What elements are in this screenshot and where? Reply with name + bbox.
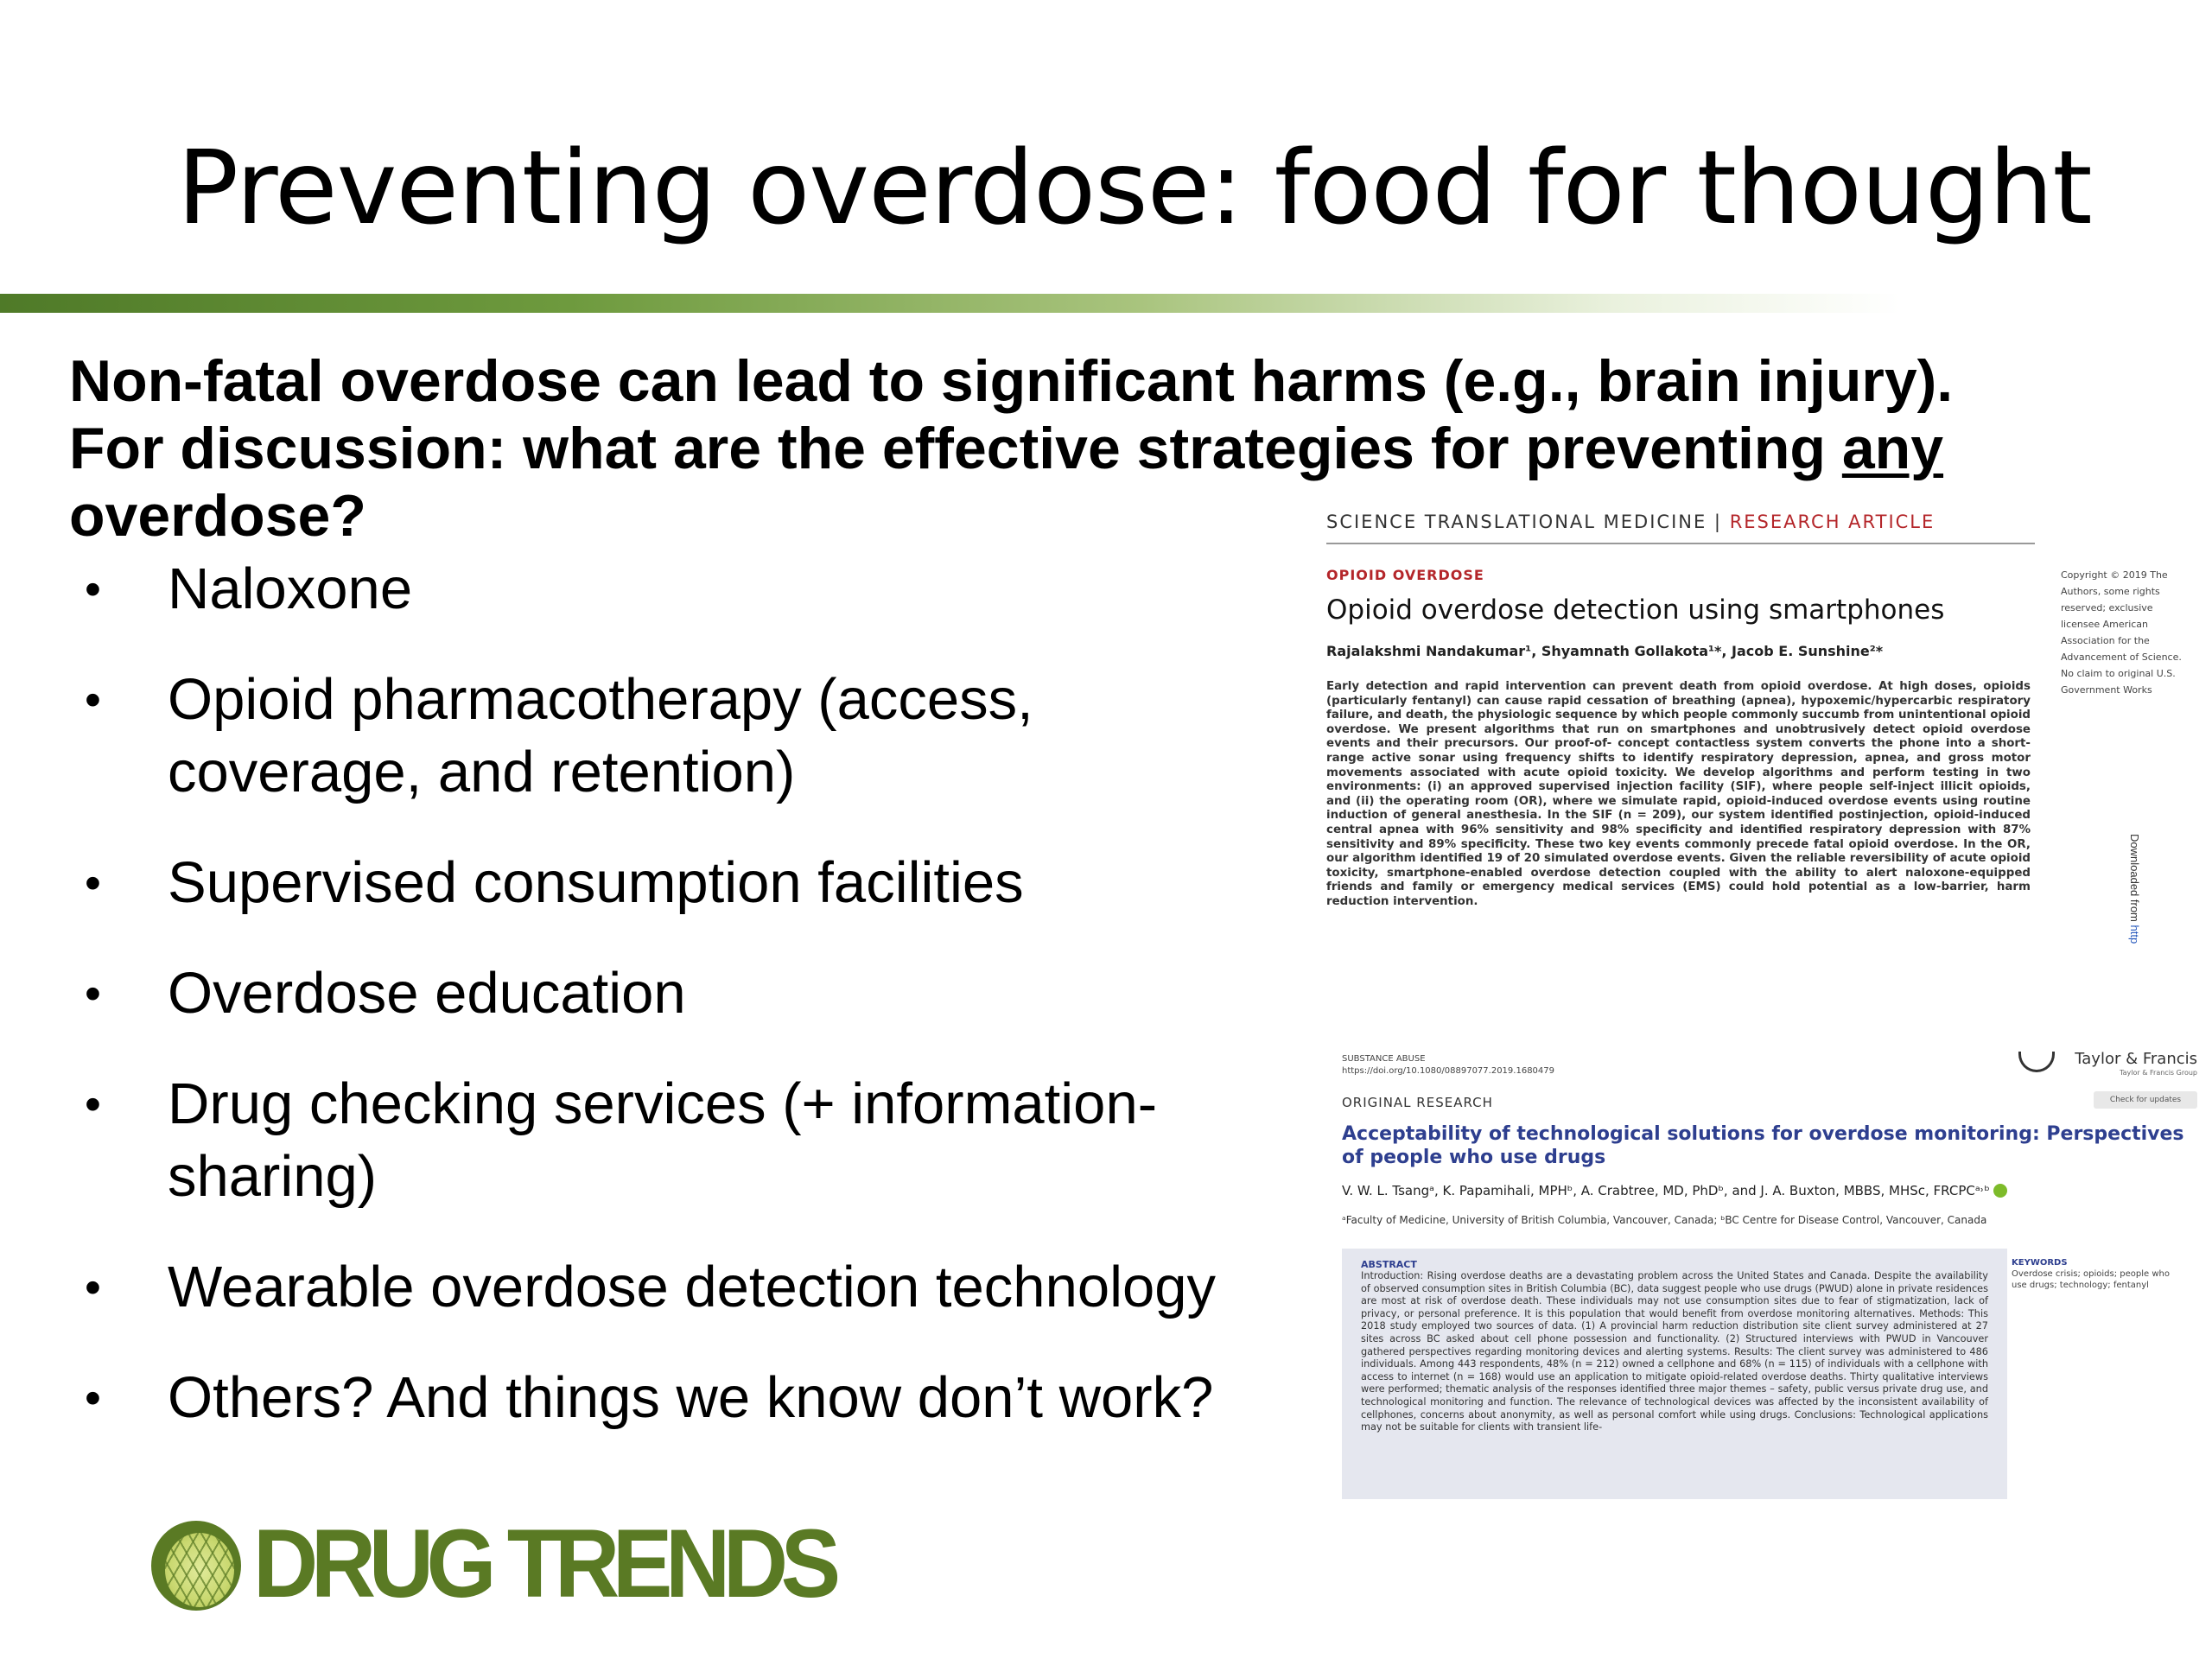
article-section: RESEARCH ARTICLE [1729,512,1936,532]
article-affiliation: ᵃFaculty of Medicine, University of British Columbia, Vancouver, Canada; ᵇBC Centre for Disease Control, Vancouver, Canada [1342,1214,1987,1226]
journal-name: SCIENCE TRANSLATIONAL MEDICINE [1326,512,1707,532]
article-authors [1342,1183,2011,1198]
list-item-text: Others? And things we know don’t work? [168,1365,1214,1430]
bullet-icon: • [85,674,101,726]
list-item [78,1362,1305,1434]
keywords [2012,1257,2176,1291]
publisher-subtitle: Taylor & Francis Group [2120,1069,2197,1077]
bullet-icon: • [85,1078,101,1130]
list-item-text: Wearable overdose detection technology [168,1255,1217,1319]
journal-name: SUBSTANCE ABUSE [1342,1054,1426,1064]
list-item-text-cont: coverage, and retention) [168,740,796,804]
list-item-text: Supervised consumption facilities [168,850,1024,915]
intro-line-3: overdose? [69,483,366,549]
publisher-name: Taylor & Francis [2075,1050,2197,1068]
list-item-text: Naloxone [168,556,413,621]
download-note-link: http [2128,925,2141,944]
orcid-icon [1993,1184,2007,1198]
article-title: Acceptability of technological solutions for overdose monitoring: Perspectives of people who use drugs [1342,1123,2184,1168]
keywords-text: Overdose crisis; opioids; people who use drugs; technology; fentanyl [2012,1269,2170,1290]
bullet-icon: • [85,1262,101,1313]
article-kicker: OPIOID OVERDOSE [1326,567,1484,583]
authors-text: V. W. L. Tsangᵃ, K. Papamihali, MPHᵇ, A. Crabtree, MD, PhDᵇ, and J. A. Buxton, MBBS, MHSc, FRCPCᵃ˒ᵇ [1342,1183,1990,1198]
check-updates-badge: Check for updates [2094,1091,2197,1109]
journal-separator: | [1707,512,1730,532]
drug-trends-logo [151,1510,860,1618]
list-item-text: Overdose education [168,961,686,1026]
bullet-icon: • [85,563,101,615]
logo-wordmark: DRUG TRENDS [253,1510,834,1618]
intro-emphasis-any: any [1841,416,1944,481]
list-item-text-cont: sharing) [168,1144,378,1209]
list-item [78,1251,1305,1324]
bullet-icon: • [85,857,101,909]
article-doi: https://doi.org/10.1080/08897077.2019.1680479 [1342,1066,1555,1076]
keywords-heading: KEYWORDS [2012,1258,2068,1268]
abstract-box [1342,1249,2007,1499]
intro-line-2 [69,415,2143,482]
copyright-note: Copyright © 2019 The Authors, some rights reserved; exclusive licensee American Association for the Advancement of Science. No claim to original U.S. Government Works [2061,569,2182,696]
download-note [2122,834,2141,989]
journal-header [1326,512,2035,532]
list-item [78,1068,1305,1213]
abstract-text: Introduction: Rising overdose deaths are a devastating problem across the United States and Canada. Despite the availability of observed consumption sites in British Columbia (BC), data suggest people who use drugs (PWUD) alone in private residences are most at risk of overdose death. These individuals may not use consumption sites due to fear of stigmatization, lack of privacy, or personal preference. It is this population that would benefit from overdose monitoring alternatives. Methods: This 2018 study employed two sources of data. (1) A provincial harm reduction distribution site client survey administered at 27 sites across BC asked about cell phone possession and functionality. (2) Structured interviews with PWUD in Vancouver gathered perspectives regarding monitoring devices and alerting systems. Results: The client survey was administered to 486 individuals. Among 443 respondents, 48% (n = 212) owned a cellphone and 68% (n = 115) of individuals with a cellphone with access to internet (n = 168) would use an application to mitigate opioid-related overdose deaths. Thirty qualitative interviews were performed; thematic analysis of the responses identified three major themes – safety, public versus private drug use, and technological monitoring and function. The relevance of technological devices was affected by the inconsistent availability of cellphones, concerns about anonymity, as well as personal comfort while using drugs. Conclusions: Technological applications may not be suitable for clients with transient life- [1361,1270,1988,1433]
bullet-icon: • [85,968,101,1020]
journal-info [1342,1053,1554,1077]
article-authors: Rajalakshmi Nandakumar¹, Shyamnath Gollakota¹*, Jacob E. Sunshine²* [1326,643,1884,659]
logo-globe-grid [165,1533,234,1607]
intro-line-2-text: For discussion: what are the effective strategies for preventing [69,416,1842,481]
intro-line-1: Non-fatal overdose can lead to significant harms (e.g., brain injury). [69,348,1954,414]
article-type: ORIGINAL RESEARCH [1342,1095,1493,1110]
download-note-text: Downloaded from [2128,834,2141,925]
strategy-list [78,553,1305,1472]
article-abstract: Early detection and rapid intervention can prevent death from opioid overdose. At high doses, opioids (particularly fentanyl) can cause rapid cessation of breathing (apnea), hypoxemic/hypercarbic respiratory failure, and death, the physiologic sequence by which people commonly succumb from unintentional opioid overdose. We present algorithms that run on smartphones and unobtrusively detect opioid overdose events and their precursors. Our proof-of- concept contactless system converts the phone into a short-range active sonar using frequency shifts to identify respiratory depression, apnea, and gross motor movements associated with acute opioid toxicity. We develop algorithms and perform testing in two environments: (i) an approved supervised injection facility (SIF), where people self-inject illicit opioids, and (ii) the operating room (OR), where we simulate rapid, opioid-induced overdose events using routine induction of general anesthesia. In the SIF (n = 209), our system identified postinjection, opioid-induced central apnea with 96% sensitivity and 98% specificity and identified respiratory depression with 87% sensitivity and 89% specificity. These two key events commonly precede fatal opioid overdose. In the OR, our algorithm identified 19 of 20 simulated overdose events. Given the reliable reversibility of acute opioid toxicity, smartphone-enabled overdose detection coupled with the ability to alert naloxone-equipped friends and family or emergency medical services (EMS) could hold potential as a low-barrier, harm reduction intervention. [1326,680,2031,908]
publisher-logo-icon [2018,1052,2055,1072]
list-item [78,957,1305,1030]
bullet-icon: • [85,1372,101,1424]
list-item-text: Opioid pharmacotherapy (access, [168,667,1033,732]
logo-globe-icon [151,1521,241,1611]
header-rule [1326,543,2035,544]
paper-excerpt-overdose-monitoring [1342,1050,2197,1512]
title-divider [0,294,1901,313]
article-title: Opioid overdose detection using smartphones [1326,594,1945,626]
list-item [78,847,1305,919]
list-item-text: Drug checking services (+ information- [168,1071,1158,1136]
abstract-heading: ABSTRACT [1361,1259,1417,1270]
list-item [78,553,1305,626]
slide-title: Preventing overdose: food for thought [177,128,2092,247]
list-item [78,664,1305,809]
